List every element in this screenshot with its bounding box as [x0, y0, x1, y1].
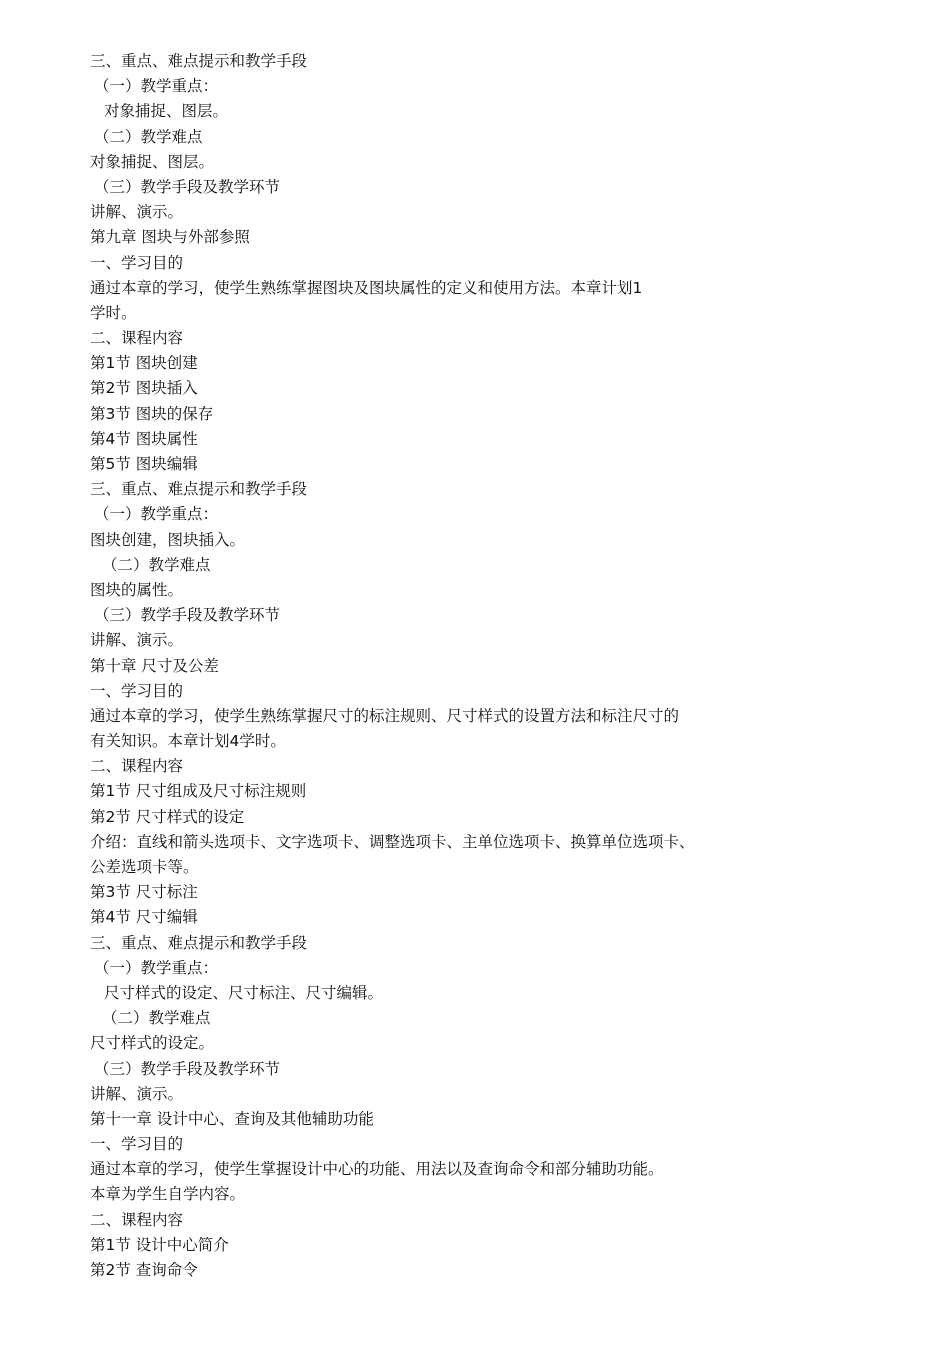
text-line: 讲解、演示。: [90, 203, 184, 222]
list-item: 第2节 图块插入: [90, 379, 198, 398]
section-heading: 三、重点、难点提示和教学手段: [90, 52, 308, 70]
subsection-heading: （一）教学重点：: [94, 958, 219, 977]
list-item: 第1节 图块创建: [90, 354, 198, 373]
list-item: 第1节 尺寸组成及尺寸标注规则: [90, 782, 307, 801]
section-heading: 二、课程内容: [90, 1210, 184, 1229]
section-heading: 二、课程内容: [90, 329, 184, 348]
list-item: 第4节 尺寸编辑: [90, 908, 198, 927]
section-heading: 一、学习目的: [90, 1135, 184, 1154]
section-heading: 一、学习目的: [90, 681, 184, 700]
chapter-heading: 第十章 尺寸及公差: [90, 656, 219, 675]
list-item: 第2节 尺寸样式的设定: [90, 807, 245, 826]
section-heading: 三、重点、难点提示和教学手段: [90, 480, 308, 499]
subsection-heading: （一）教学重点：: [94, 77, 219, 96]
text-line: 对象捕捉、图层。: [90, 152, 215, 171]
text-line: 介绍：直线和箭头选项卡、文字选项卡、调整选项卡、主单位选项卡、换算单位选项卡、: [90, 832, 695, 851]
text-line: 尺寸样式的设定。: [90, 1034, 215, 1053]
section-heading: 二、课程内容: [90, 757, 184, 776]
subsection-heading: （二）教学难点: [102, 555, 211, 574]
text-line: 尺寸样式的设定、尺寸标注、尺寸编辑。: [104, 983, 384, 1002]
text-line: 通过本章的学习，使学生熟练掌握尺寸的标注规则、尺寸样式的设置方法和标注尺寸的: [90, 706, 680, 725]
text-line: 公差选项卡等。: [90, 858, 199, 876]
text-line: 图块创建，图块插入。: [90, 530, 246, 549]
text-line: 通过本章的学习，使学生熟练掌握图块及图块属性的定义和使用方法。本章计划1: [90, 278, 643, 297]
list-item: 第3节 图块的保存: [90, 404, 214, 423]
chapter-heading: 第九章 图块与外部参照: [90, 228, 250, 247]
chapter-heading: 第十一章 设计中心、查询及其他辅助功能: [90, 1109, 374, 1128]
text-line: 本章为学生自学内容。: [90, 1185, 246, 1204]
text-line: 通过本章的学习，使学生掌握设计中心的功能、用法以及查询命令和部分辅助功能。: [90, 1160, 664, 1179]
list-item: 第1节 设计中心简介: [90, 1235, 229, 1254]
text-line: 有关知识。本章计划4学时。: [90, 732, 286, 751]
subsection-heading: （一）教学重点：: [94, 505, 219, 524]
subsection-heading: （三）教学手段及教学环节: [94, 1059, 281, 1078]
list-item: 第3节 尺寸标注: [90, 883, 198, 902]
text-line: 讲解、演示。: [90, 1084, 184, 1103]
text-line: 对象捕捉、图层。: [104, 102, 229, 121]
section-heading: 三、重点、难点提示和教学手段: [90, 933, 308, 952]
subsection-heading: （二）教学难点: [94, 127, 203, 146]
subsection-heading: （二）教学难点: [102, 1009, 211, 1028]
list-item: 第5节 图块编辑: [90, 455, 198, 473]
text-line: 图块的属性。: [90, 580, 184, 599]
text-line: 讲解、演示。: [90, 631, 184, 650]
document-body: [90, 49, 890, 1283]
section-heading: 一、学习目的: [90, 253, 184, 272]
text-line: 学时。: [90, 303, 137, 322]
subsection-heading: （三）教学手段及教学环节: [94, 177, 281, 196]
subsection-heading: （三）教学手段及教学环节: [94, 606, 281, 625]
list-item: 第2节 查询命令: [90, 1261, 198, 1279]
list-item: 第4节 图块属性: [90, 429, 198, 448]
